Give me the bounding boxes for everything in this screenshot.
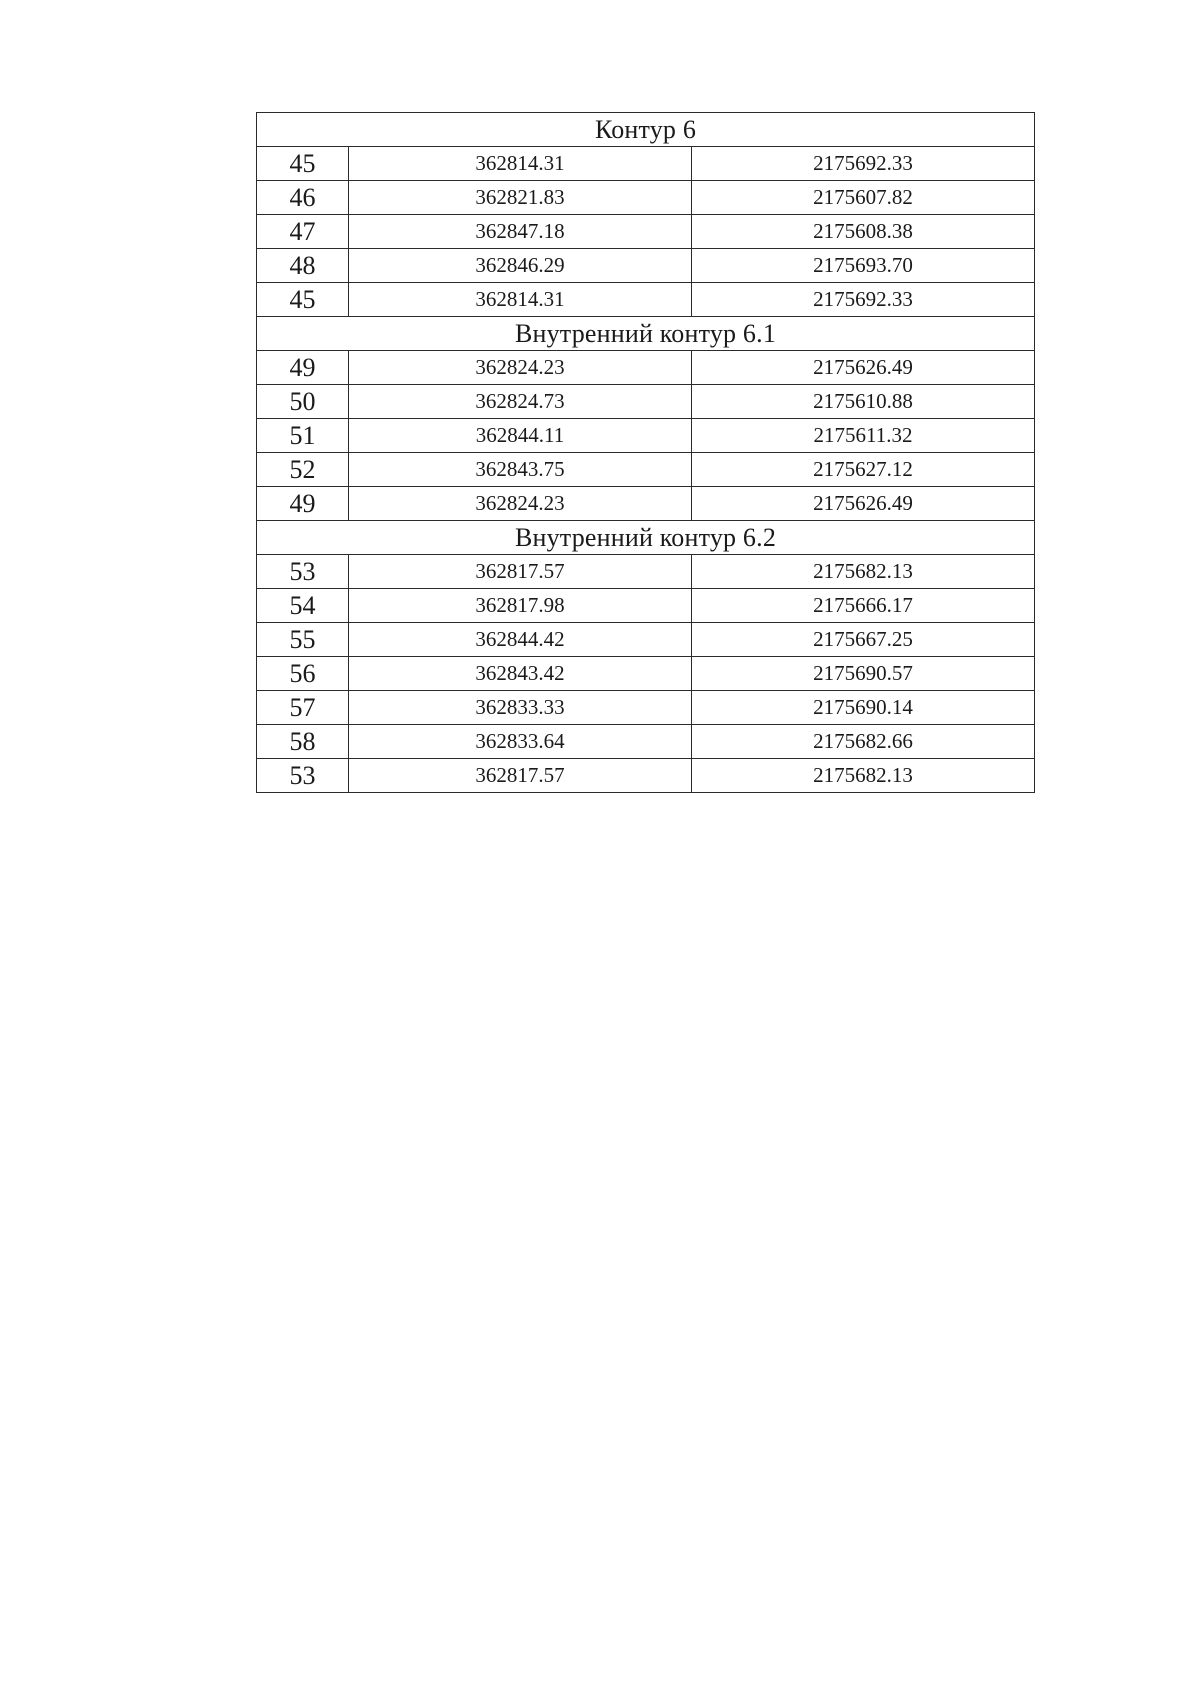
point-number: 45 bbox=[257, 147, 349, 181]
x-coordinate: 362847.18 bbox=[349, 215, 692, 249]
table-row bbox=[257, 385, 1035, 419]
point-number: 45 bbox=[257, 283, 349, 317]
table-row bbox=[257, 657, 1035, 691]
x-coordinate: 362817.98 bbox=[349, 589, 692, 623]
table-row bbox=[257, 351, 1035, 385]
y-coordinate: 2175626.49 bbox=[692, 351, 1035, 385]
y-coordinate: 2175682.13 bbox=[692, 555, 1035, 589]
y-coordinate: 2175692.33 bbox=[692, 283, 1035, 317]
table-row bbox=[257, 215, 1035, 249]
point-number: 53 bbox=[257, 555, 349, 589]
point-number: 51 bbox=[257, 419, 349, 453]
y-coordinate: 2175627.12 bbox=[692, 453, 1035, 487]
x-coordinate: 362843.42 bbox=[349, 657, 692, 691]
x-coordinate: 362844.42 bbox=[349, 623, 692, 657]
table-row bbox=[257, 453, 1035, 487]
x-coordinate: 362821.83 bbox=[349, 181, 692, 215]
x-coordinate: 362846.29 bbox=[349, 249, 692, 283]
x-coordinate: 362824.73 bbox=[349, 385, 692, 419]
x-coordinate: 362833.33 bbox=[349, 691, 692, 725]
table-row bbox=[257, 147, 1035, 181]
x-coordinate: 362814.31 bbox=[349, 147, 692, 181]
point-number: 49 bbox=[257, 351, 349, 385]
x-coordinate: 362833.64 bbox=[349, 725, 692, 759]
x-coordinate: 362843.75 bbox=[349, 453, 692, 487]
table-row bbox=[257, 555, 1035, 589]
point-number: 49 bbox=[257, 487, 349, 521]
section-title: Внутренний контур 6.1 bbox=[257, 317, 1035, 351]
y-coordinate: 2175666.17 bbox=[692, 589, 1035, 623]
point-number: 53 bbox=[257, 759, 349, 793]
point-number: 57 bbox=[257, 691, 349, 725]
table-row bbox=[257, 759, 1035, 793]
section-title: Контур 6 bbox=[257, 113, 1035, 147]
section-header-row bbox=[257, 113, 1035, 147]
y-coordinate: 2175690.57 bbox=[692, 657, 1035, 691]
point-number: 46 bbox=[257, 181, 349, 215]
x-coordinate: 362814.31 bbox=[349, 283, 692, 317]
table-row bbox=[257, 487, 1035, 521]
table-row bbox=[257, 725, 1035, 759]
x-coordinate: 362824.23 bbox=[349, 487, 692, 521]
table-row bbox=[257, 249, 1035, 283]
y-coordinate: 2175693.70 bbox=[692, 249, 1035, 283]
point-number: 52 bbox=[257, 453, 349, 487]
section-header-row bbox=[257, 521, 1035, 555]
table-row bbox=[257, 283, 1035, 317]
table-row bbox=[257, 623, 1035, 657]
y-coordinate: 2175682.13 bbox=[692, 759, 1035, 793]
point-number: 56 bbox=[257, 657, 349, 691]
point-number: 55 bbox=[257, 623, 349, 657]
point-number: 58 bbox=[257, 725, 349, 759]
table-row bbox=[257, 419, 1035, 453]
point-number: 54 bbox=[257, 589, 349, 623]
table-row bbox=[257, 589, 1035, 623]
y-coordinate: 2175690.14 bbox=[692, 691, 1035, 725]
point-number: 50 bbox=[257, 385, 349, 419]
x-coordinate: 362817.57 bbox=[349, 759, 692, 793]
x-coordinate: 362844.11 bbox=[349, 419, 692, 453]
y-coordinate: 2175692.33 bbox=[692, 147, 1035, 181]
section-header-row bbox=[257, 317, 1035, 351]
point-number: 47 bbox=[257, 215, 349, 249]
point-number: 48 bbox=[257, 249, 349, 283]
x-coordinate: 362817.57 bbox=[349, 555, 692, 589]
coordinates-table-body bbox=[257, 113, 1035, 793]
y-coordinate: 2175608.38 bbox=[692, 215, 1035, 249]
y-coordinate: 2175610.88 bbox=[692, 385, 1035, 419]
coordinates-table bbox=[256, 112, 1035, 793]
section-title: Внутренний контур 6.2 bbox=[257, 521, 1035, 555]
y-coordinate: 2175682.66 bbox=[692, 725, 1035, 759]
table-row bbox=[257, 181, 1035, 215]
y-coordinate: 2175667.25 bbox=[692, 623, 1035, 657]
y-coordinate: 2175607.82 bbox=[692, 181, 1035, 215]
table-row bbox=[257, 691, 1035, 725]
x-coordinate: 362824.23 bbox=[349, 351, 692, 385]
y-coordinate: 2175626.49 bbox=[692, 487, 1035, 521]
y-coordinate: 2175611.32 bbox=[692, 419, 1035, 453]
